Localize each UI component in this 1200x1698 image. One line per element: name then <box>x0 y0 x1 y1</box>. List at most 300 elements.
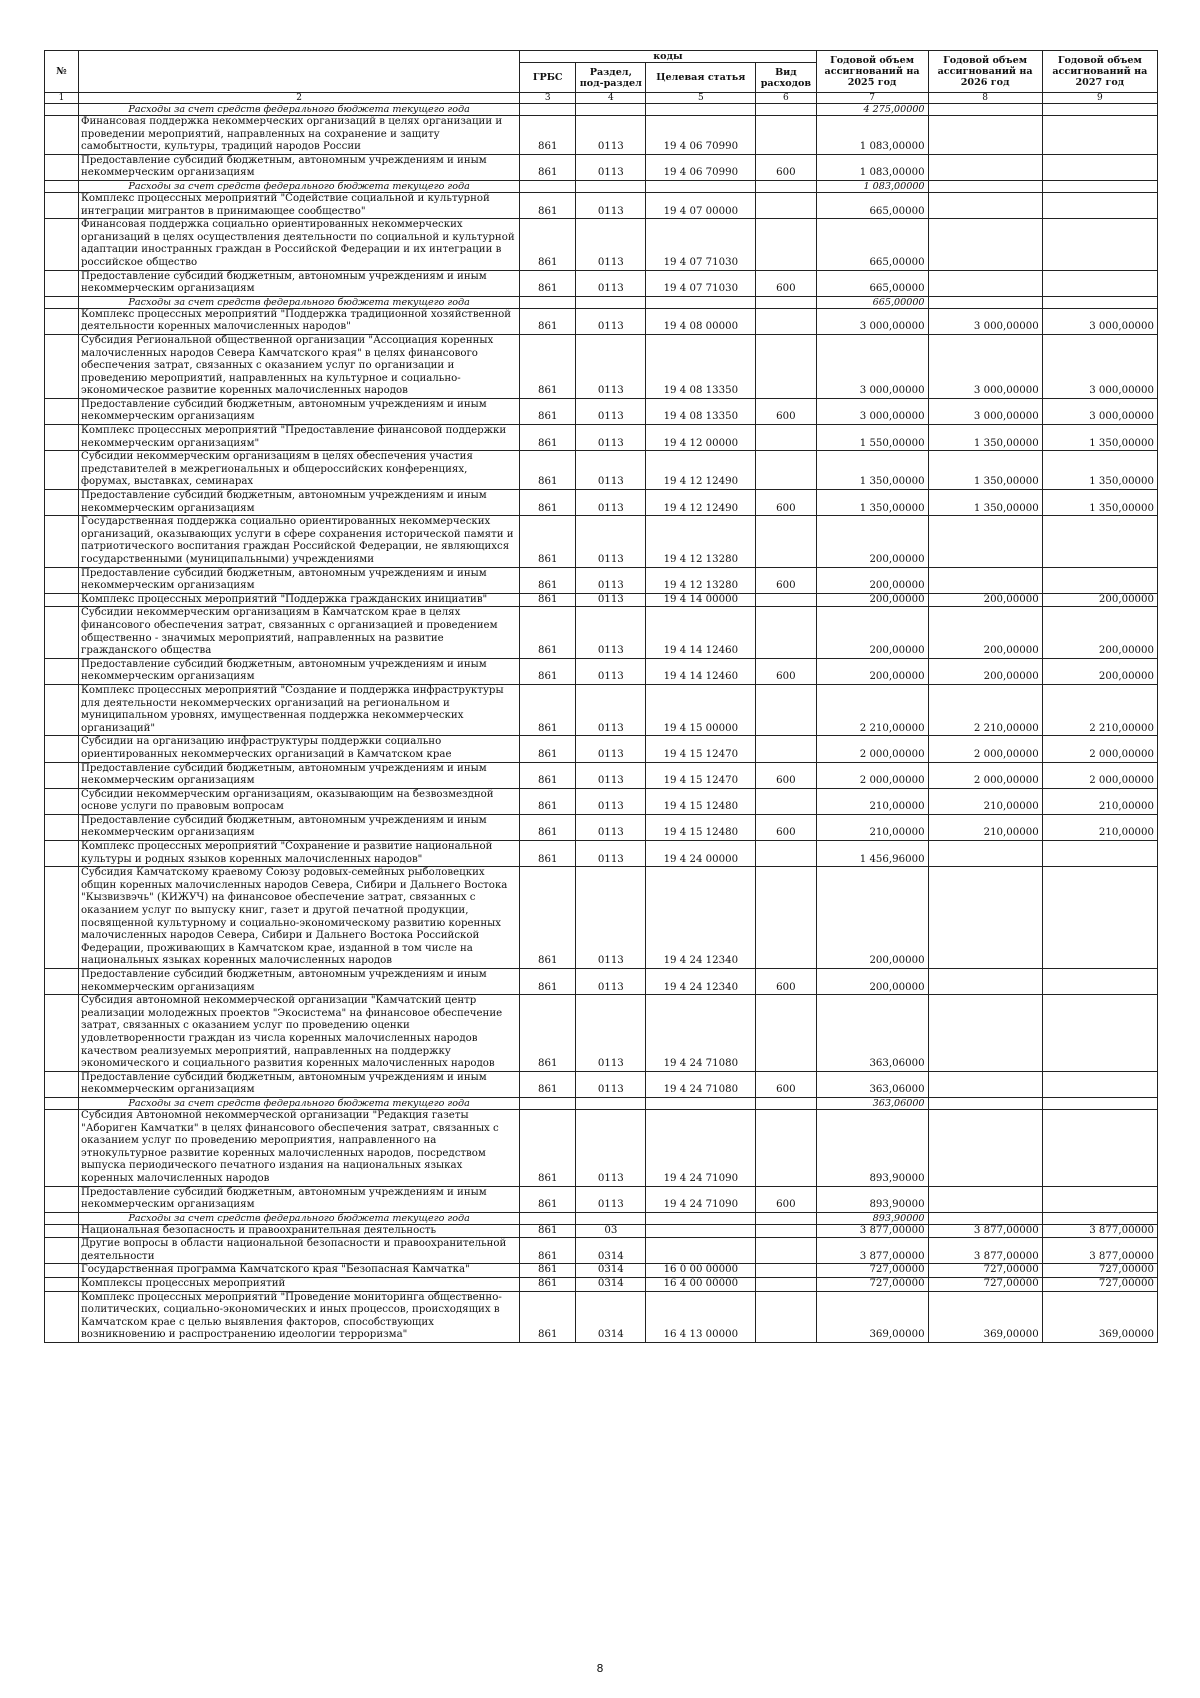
item-name-cell: Расходы за счет средств федерального бюджета текущего года <box>79 1097 520 1109</box>
expense-type-cell <box>756 1291 816 1342</box>
amount-2027-cell: 3 000,00000 <box>1042 398 1157 424</box>
table-row <box>45 1264 1158 1278</box>
grbs-cell: 861 <box>520 398 576 424</box>
target-article-cell: 19 4 24 12340 <box>646 867 756 969</box>
row-number-cell <box>45 1238 79 1264</box>
amount-2025-cell: 893,90000 <box>816 1186 928 1212</box>
amount-2027-cell: 3 000,00000 <box>1042 308 1157 334</box>
amount-2025-cell: 363,06000 <box>816 995 928 1072</box>
amount-2025-cell: 2 210,00000 <box>816 684 928 735</box>
item-name-cell: Комплекс процессных мероприятий "Предоставление финансовой поддержки некоммерческим организациям" <box>79 425 520 451</box>
expense-type-cell <box>756 867 816 969</box>
amount-2027-cell <box>1042 516 1157 567</box>
row-number-cell <box>45 567 79 593</box>
section-cell: 0113 <box>576 398 646 424</box>
amount-2026-cell: 1 350,00000 <box>928 425 1042 451</box>
item-name-cell: Финансовая поддержка некоммерческих организаций в целях организации и проведении мероприятий, направленных на сохранение и защиту самобытности, культуры, традиций народов России <box>79 116 520 155</box>
section-cell: 0113 <box>576 814 646 840</box>
item-name-cell: Государственная программа Камчатского края "Безопасная Камчатка" <box>79 1264 520 1278</box>
grbs-cell: 861 <box>520 154 576 180</box>
amount-2025-cell: 665,00000 <box>816 192 928 218</box>
amount-2027-cell <box>1042 296 1157 308</box>
row-number-cell <box>45 969 79 995</box>
row-number-cell <box>45 788 79 814</box>
amount-2027-cell: 3 877,00000 <box>1042 1224 1157 1238</box>
expense-type-cell: 600 <box>756 658 816 684</box>
amount-2025-cell: 893,90000 <box>816 1212 928 1224</box>
section-cell <box>576 180 646 192</box>
item-name-cell: Предоставление субсидий бюджетным, автономным учреждениям и иным некоммерческим организациям <box>79 567 520 593</box>
amount-2026-cell <box>928 1097 1042 1109</box>
grbs-cell: 861 <box>520 567 576 593</box>
header-number: № <box>45 51 79 93</box>
table-row <box>45 607 1158 658</box>
table-row <box>45 490 1158 516</box>
item-name-cell: Предоставление субсидий бюджетным, автономным учреждениям и иным некоммерческим организациям <box>79 762 520 788</box>
row-number-cell <box>45 104 79 116</box>
table-row <box>45 736 1158 762</box>
row-number-cell <box>45 867 79 969</box>
row-number-cell <box>45 1278 79 1292</box>
item-name-cell: Предоставление субсидий бюджетным, автономным учреждениям и иным некоммерческим организациям <box>79 658 520 684</box>
table-row <box>45 1291 1158 1342</box>
amount-2025-cell: 200,00000 <box>816 607 928 658</box>
item-name-cell: Комплекс процессных мероприятий "Сохранение и развитие национальной культуры и родных языков коренных малочисленных народов" <box>79 841 520 867</box>
federal-budget-note-row <box>45 296 1158 308</box>
expense-type-cell <box>756 593 816 607</box>
amount-2027-cell: 2 210,00000 <box>1042 684 1157 735</box>
section-cell: 0113 <box>576 270 646 296</box>
grbs-cell: 861 <box>520 1109 576 1186</box>
amount-2027-cell: 369,00000 <box>1042 1291 1157 1342</box>
amount-2026-cell: 727,00000 <box>928 1278 1042 1292</box>
section-cell: 0113 <box>576 867 646 969</box>
section-cell: 0113 <box>576 219 646 270</box>
amount-2027-cell <box>1042 104 1157 116</box>
expense-type-cell: 600 <box>756 1186 816 1212</box>
header-2026: Годовой объем ассигнований на 2026 год <box>928 51 1042 93</box>
row-number-cell <box>45 1186 79 1212</box>
grbs-cell: 861 <box>520 425 576 451</box>
row-number-cell <box>45 814 79 840</box>
index-cell: 6 <box>756 93 816 104</box>
amount-2026-cell <box>928 154 1042 180</box>
amount-2025-cell: 1 456,96000 <box>816 841 928 867</box>
table-row <box>45 1071 1158 1097</box>
section-cell: 0314 <box>576 1238 646 1264</box>
item-name-cell: Расходы за счет средств федерального бюджета текущего года <box>79 1212 520 1224</box>
grbs-cell: 861 <box>520 192 576 218</box>
amount-2027-cell <box>1042 116 1157 155</box>
header-vid: Вид расходов <box>756 63 816 93</box>
section-cell: 0113 <box>576 567 646 593</box>
amount-2026-cell: 2 000,00000 <box>928 736 1042 762</box>
target-article-cell <box>646 104 756 116</box>
target-article-cell: 19 4 06 70990 <box>646 116 756 155</box>
section-cell: 0113 <box>576 1071 646 1097</box>
item-name-cell: Расходы за счет средств федерального бюджета текущего года <box>79 180 520 192</box>
table-row <box>45 1224 1158 1238</box>
target-article-cell: 19 4 24 71090 <box>646 1109 756 1186</box>
expense-type-cell <box>756 1278 816 1292</box>
amount-2027-cell <box>1042 1097 1157 1109</box>
amount-2026-cell: 369,00000 <box>928 1291 1042 1342</box>
amount-2025-cell: 2 000,00000 <box>816 736 928 762</box>
row-number-cell <box>45 1224 79 1238</box>
table-body <box>45 104 1158 1343</box>
section-cell: 0113 <box>576 1186 646 1212</box>
amount-2027-cell: 1 350,00000 <box>1042 425 1157 451</box>
grbs-cell: 861 <box>520 1224 576 1238</box>
target-article-cell: 19 4 15 12470 <box>646 762 756 788</box>
expense-type-cell: 600 <box>756 398 816 424</box>
amount-2025-cell: 727,00000 <box>816 1264 928 1278</box>
section-cell: 0113 <box>576 425 646 451</box>
amount-2027-cell <box>1042 1109 1157 1186</box>
amount-2026-cell: 200,00000 <box>928 658 1042 684</box>
item-name-cell: Расходы за счет средств федерального бюджета текущего года <box>79 296 520 308</box>
amount-2026-cell: 3 000,00000 <box>928 308 1042 334</box>
expense-type-cell <box>756 684 816 735</box>
grbs-cell <box>520 180 576 192</box>
section-cell <box>576 1097 646 1109</box>
row-number-cell <box>45 154 79 180</box>
expense-type-cell <box>756 1097 816 1109</box>
header-razdel: Раздел, под-раздел <box>576 63 646 93</box>
expense-type-cell <box>756 180 816 192</box>
row-number-cell <box>45 1212 79 1224</box>
expense-type-cell <box>756 1109 816 1186</box>
target-article-cell: 19 4 12 13280 <box>646 567 756 593</box>
amount-2027-cell: 200,00000 <box>1042 593 1157 607</box>
amount-2027-cell <box>1042 1071 1157 1097</box>
grbs-cell: 861 <box>520 1264 576 1278</box>
section-cell: 0113 <box>576 516 646 567</box>
item-name-cell: Национальная безопасность и правоохранительная деятельность <box>79 1224 520 1238</box>
target-article-cell: 19 4 08 00000 <box>646 308 756 334</box>
item-name-cell: Субсидия Автономной некоммерческой организации "Редакция газеты "Абориген Камчатки" в целях финансового обеспечения затрат, связанных с оказанием услуг по проведению мероприятия, направленного на этнокультурное развитие коренных малочисленных народов, посредством выпуска периодического печатного издания на национальных языках коренных малочисленных народов <box>79 1109 520 1186</box>
section-cell <box>576 104 646 116</box>
grbs-cell: 861 <box>520 736 576 762</box>
amount-2025-cell: 727,00000 <box>816 1278 928 1292</box>
target-article-cell: 19 4 24 71080 <box>646 995 756 1072</box>
grbs-cell: 861 <box>520 516 576 567</box>
grbs-cell: 861 <box>520 684 576 735</box>
amount-2027-cell <box>1042 219 1157 270</box>
amount-2027-cell <box>1042 1212 1157 1224</box>
amount-2026-cell: 3 000,00000 <box>928 398 1042 424</box>
amount-2025-cell: 369,00000 <box>816 1291 928 1342</box>
expense-type-cell <box>756 334 816 398</box>
target-article-cell <box>646 1224 756 1238</box>
amount-2025-cell: 363,06000 <box>816 1097 928 1109</box>
section-cell <box>576 1212 646 1224</box>
amount-2027-cell: 727,00000 <box>1042 1278 1157 1292</box>
target-article-cell: 19 4 07 71030 <box>646 270 756 296</box>
expense-type-cell <box>756 219 816 270</box>
section-cell: 0113 <box>576 658 646 684</box>
row-number-cell <box>45 658 79 684</box>
grbs-cell: 861 <box>520 1186 576 1212</box>
item-name-cell: Комплекс процессных мероприятий "Содействие социальной и культурной интеграции мигрантов в принимающее сообщество" <box>79 192 520 218</box>
amount-2026-cell <box>928 219 1042 270</box>
section-cell: 0314 <box>576 1264 646 1278</box>
target-article-cell: 19 4 08 13350 <box>646 398 756 424</box>
item-name-cell: Субсидии некоммерческим организациям, оказывающим на безвозмездной основе услуги по правовым вопросам <box>79 788 520 814</box>
row-number-cell <box>45 1109 79 1186</box>
amount-2025-cell: 3 877,00000 <box>816 1238 928 1264</box>
section-cell: 0113 <box>576 684 646 735</box>
index-cell: 2 <box>79 93 520 104</box>
target-article-cell: 19 4 15 12480 <box>646 814 756 840</box>
amount-2027-cell <box>1042 180 1157 192</box>
amount-2025-cell: 665,00000 <box>816 296 928 308</box>
item-name-cell: Субсидия Камчатскому краевому Союзу родовых-семейных рыболовецких общин коренных малочисленных народов Севера, Сибири и Дальнего Востока "Кызвизвэчь" (КИЖУЧ) на финансовое обеспечение затрат, связанных с оказанием услуг по выпуску книг, газет и другой печатной продукции, посвященной культурному и социально-экономическому развитию коренных малочисленных народов Севера, Сибири и Дальнего Востока Российской Федерации, проживающих в Камчатском крае, изданной в том числе на национальных языках коренных малочисленных народов <box>79 867 520 969</box>
amount-2026-cell <box>928 180 1042 192</box>
column-index-row <box>45 93 1158 104</box>
row-number-cell <box>45 684 79 735</box>
item-name-cell: Комплекс процессных мероприятий "Поддержка традиционной хозяйственной деятельности коренных малочисленных народов" <box>79 308 520 334</box>
amount-2025-cell: 1 550,00000 <box>816 425 928 451</box>
expense-type-cell <box>756 1212 816 1224</box>
row-number-cell <box>45 270 79 296</box>
expense-type-cell: 600 <box>756 154 816 180</box>
expense-type-cell: 600 <box>756 814 816 840</box>
row-number-cell <box>45 219 79 270</box>
amount-2027-cell: 2 000,00000 <box>1042 762 1157 788</box>
row-number-cell <box>45 308 79 334</box>
expense-type-cell: 600 <box>756 1071 816 1097</box>
amount-2027-cell <box>1042 995 1157 1072</box>
section-cell: 0113 <box>576 995 646 1072</box>
amount-2027-cell <box>1042 192 1157 218</box>
section-cell <box>576 296 646 308</box>
item-name-cell: Субсидия Региональной общественной организации "Ассоциация коренных малочисленных народов Севера Камчатского края" в целях финансового обеспечения затрат, связанных с оказанием услуг по организации и проведению мероприятий, направленных на культурное и социально-экономическое развитие коренных малочисленных народов <box>79 334 520 398</box>
expense-type-cell: 600 <box>756 969 816 995</box>
expense-type-cell <box>756 1238 816 1264</box>
item-name-cell: Комплекс процессных мероприятий "Поддержка гражданских инициатив" <box>79 593 520 607</box>
section-cell: 0113 <box>576 116 646 155</box>
grbs-cell: 861 <box>520 334 576 398</box>
amount-2025-cell: 200,00000 <box>816 567 928 593</box>
amount-2027-cell: 200,00000 <box>1042 607 1157 658</box>
amount-2026-cell: 727,00000 <box>928 1264 1042 1278</box>
item-name-cell: Государственная поддержка социально ориентированных некоммерческих организаций, оказывающих услуги в сфере сохранения исторической памяти и патриотического воспитания граждан Российской Федерации, не являющихся государственными (муниципальными) учреждениями <box>79 516 520 567</box>
grbs-cell: 861 <box>520 814 576 840</box>
target-article-cell: 19 4 07 00000 <box>646 192 756 218</box>
budget-document <box>44 50 1158 1343</box>
amount-2025-cell: 3 000,00000 <box>816 398 928 424</box>
index-cell: 7 <box>816 93 928 104</box>
amount-2027-cell <box>1042 270 1157 296</box>
grbs-cell: 861 <box>520 658 576 684</box>
amount-2026-cell <box>928 867 1042 969</box>
row-number-cell <box>45 995 79 1072</box>
item-name-cell: Финансовая поддержка социально ориентированных некоммерческих организаций в целях осуществления деятельности по социальной и культурной адаптации иностранных граждан в Российской Федерации и их интеграции в российское общество <box>79 219 520 270</box>
expense-type-cell <box>756 308 816 334</box>
expense-type-cell <box>756 516 816 567</box>
target-article-cell: 19 4 08 13350 <box>646 334 756 398</box>
grbs-cell <box>520 296 576 308</box>
grbs-cell: 861 <box>520 867 576 969</box>
amount-2026-cell: 2 210,00000 <box>928 684 1042 735</box>
expense-type-cell <box>756 451 816 490</box>
amount-2025-cell: 665,00000 <box>816 270 928 296</box>
table-row <box>45 219 1158 270</box>
amount-2026-cell <box>928 969 1042 995</box>
amount-2027-cell <box>1042 1186 1157 1212</box>
expense-type-cell <box>756 788 816 814</box>
grbs-cell: 861 <box>520 308 576 334</box>
amount-2026-cell: 200,00000 <box>928 607 1042 658</box>
expense-type-cell <box>756 1224 816 1238</box>
table-row <box>45 814 1158 840</box>
target-article-cell: 19 4 15 00000 <box>646 684 756 735</box>
grbs-cell: 861 <box>520 270 576 296</box>
table-header <box>45 51 1158 104</box>
target-article-cell: 19 4 15 12480 <box>646 788 756 814</box>
row-number-cell <box>45 398 79 424</box>
row-number-cell <box>45 490 79 516</box>
section-cell: 0113 <box>576 607 646 658</box>
grbs-cell: 861 <box>520 607 576 658</box>
expense-type-cell <box>756 116 816 155</box>
amount-2026-cell <box>928 296 1042 308</box>
amount-2027-cell: 727,00000 <box>1042 1264 1157 1278</box>
item-name-cell: Предоставление субсидий бюджетным, автономным учреждениям и иным некоммерческим организациям <box>79 1071 520 1097</box>
table-row <box>45 1278 1158 1292</box>
amount-2025-cell: 4 275,00000 <box>816 104 928 116</box>
grbs-cell: 861 <box>520 788 576 814</box>
expense-type-cell: 600 <box>756 270 816 296</box>
grbs-cell <box>520 1212 576 1224</box>
target-article-cell: 19 4 12 12490 <box>646 451 756 490</box>
table-row <box>45 1109 1158 1186</box>
target-article-cell: 19 4 24 71090 <box>646 1186 756 1212</box>
header-2025: Годовой объем ассигнований на 2025 год <box>816 51 928 93</box>
page-number: 8 <box>596 1662 604 1675</box>
amount-2026-cell <box>928 995 1042 1072</box>
federal-budget-note-row <box>45 1212 1158 1224</box>
amount-2025-cell: 363,06000 <box>816 1071 928 1097</box>
table-row <box>45 593 1158 607</box>
section-cell: 0113 <box>576 154 646 180</box>
target-article-cell: 19 4 12 13280 <box>646 516 756 567</box>
expense-type-cell <box>756 736 816 762</box>
expense-type-cell <box>756 296 816 308</box>
row-number-cell <box>45 593 79 607</box>
item-name-cell: Предоставление субсидий бюджетным, автономным учреждениям и иным некоммерческим организациям <box>79 814 520 840</box>
amount-2027-cell: 3 000,00000 <box>1042 334 1157 398</box>
item-name-cell: Предоставление субсидий бюджетным, автономным учреждениям и иным некоммерческим организациям <box>79 398 520 424</box>
section-cell: 0113 <box>576 736 646 762</box>
row-number-cell <box>45 296 79 308</box>
item-name-cell: Комплекс процессных мероприятий "Создание и поддержка инфраструктуры для деятельности некоммерческих организаций на региональном и муниципальном уровнях, имущественная поддержка некоммерческих организаций" <box>79 684 520 735</box>
table-row <box>45 192 1158 218</box>
amount-2027-cell <box>1042 841 1157 867</box>
grbs-cell: 861 <box>520 490 576 516</box>
amount-2027-cell: 1 350,00000 <box>1042 490 1157 516</box>
amount-2026-cell: 3 877,00000 <box>928 1224 1042 1238</box>
table-row <box>45 270 1158 296</box>
target-article-cell: 19 4 24 00000 <box>646 841 756 867</box>
header-name <box>79 51 520 93</box>
header-celevaya: Целевая статья <box>646 63 756 93</box>
amount-2026-cell <box>928 192 1042 218</box>
item-name-cell: Комплексы процессных мероприятий <box>79 1278 520 1292</box>
table-row <box>45 995 1158 1072</box>
amount-2026-cell: 1 350,00000 <box>928 451 1042 490</box>
expense-type-cell <box>756 607 816 658</box>
target-article-cell: 19 4 07 71030 <box>646 219 756 270</box>
target-article-cell: 19 4 06 70990 <box>646 154 756 180</box>
target-article-cell <box>646 296 756 308</box>
expense-type-cell: 600 <box>756 567 816 593</box>
row-number-cell <box>45 841 79 867</box>
grbs-cell: 861 <box>520 1291 576 1342</box>
target-article-cell: 19 4 12 00000 <box>646 425 756 451</box>
amount-2025-cell: 200,00000 <box>816 516 928 567</box>
amount-2025-cell: 1 350,00000 <box>816 451 928 490</box>
row-number-cell <box>45 192 79 218</box>
table-row <box>45 334 1158 398</box>
expense-type-cell <box>756 841 816 867</box>
amount-2026-cell: 3 000,00000 <box>928 334 1042 398</box>
item-name-cell: Предоставление субсидий бюджетным, автономным учреждениям и иным некоммерческим организациям <box>79 270 520 296</box>
target-article-cell: 19 4 14 00000 <box>646 593 756 607</box>
section-cell: 0113 <box>576 969 646 995</box>
grbs-cell: 861 <box>520 451 576 490</box>
index-cell: 8 <box>928 93 1042 104</box>
amount-2025-cell: 1 083,00000 <box>816 116 928 155</box>
grbs-cell: 861 <box>520 116 576 155</box>
table-row <box>45 788 1158 814</box>
row-number-cell <box>45 516 79 567</box>
grbs-cell: 861 <box>520 1071 576 1097</box>
grbs-cell: 861 <box>520 841 576 867</box>
row-number-cell <box>45 736 79 762</box>
section-cell: 0113 <box>576 1109 646 1186</box>
section-cell: 03 <box>576 1224 646 1238</box>
amount-2025-cell: 210,00000 <box>816 814 928 840</box>
table-row <box>45 398 1158 424</box>
section-cell: 0314 <box>576 1278 646 1292</box>
item-name-cell: Предоставление субсидий бюджетным, автономным учреждениям и иным некоммерческим организациям <box>79 490 520 516</box>
target-article-cell: 19 4 14 12460 <box>646 607 756 658</box>
amount-2027-cell: 210,00000 <box>1042 788 1157 814</box>
index-cell: 3 <box>520 93 576 104</box>
expense-type-cell <box>756 192 816 218</box>
amount-2026-cell <box>928 1109 1042 1186</box>
item-name-cell: Расходы за счет средств федерального бюджета текущего года <box>79 104 520 116</box>
row-number-cell <box>45 451 79 490</box>
amount-2027-cell: 200,00000 <box>1042 658 1157 684</box>
header-grbs: ГРБС <box>520 63 576 93</box>
amount-2026-cell: 200,00000 <box>928 593 1042 607</box>
target-article-cell: 19 4 15 12470 <box>646 736 756 762</box>
item-name-cell: Субсидия автономной некоммерческой организации "Камчатский центр реализации молодежных проектов "Экосистема" на финансовое обеспечение затрат, связанных с оказанием услуг по проведению оценки удовлетворенности граждан из числа коренных малочисленных народов качеством реализуемых мероприятий, направленных на поддержку экономического и социального развития коренных малочисленных народов <box>79 995 520 1072</box>
table-row <box>45 116 1158 155</box>
grbs-cell <box>520 1097 576 1109</box>
amount-2026-cell <box>928 116 1042 155</box>
section-cell: 0314 <box>576 1291 646 1342</box>
table-row <box>45 969 1158 995</box>
target-article-cell: 19 4 12 12490 <box>646 490 756 516</box>
row-number-cell <box>45 1264 79 1278</box>
target-article-cell: 19 4 14 12460 <box>646 658 756 684</box>
row-number-cell <box>45 425 79 451</box>
index-cell: 1 <box>45 93 79 104</box>
